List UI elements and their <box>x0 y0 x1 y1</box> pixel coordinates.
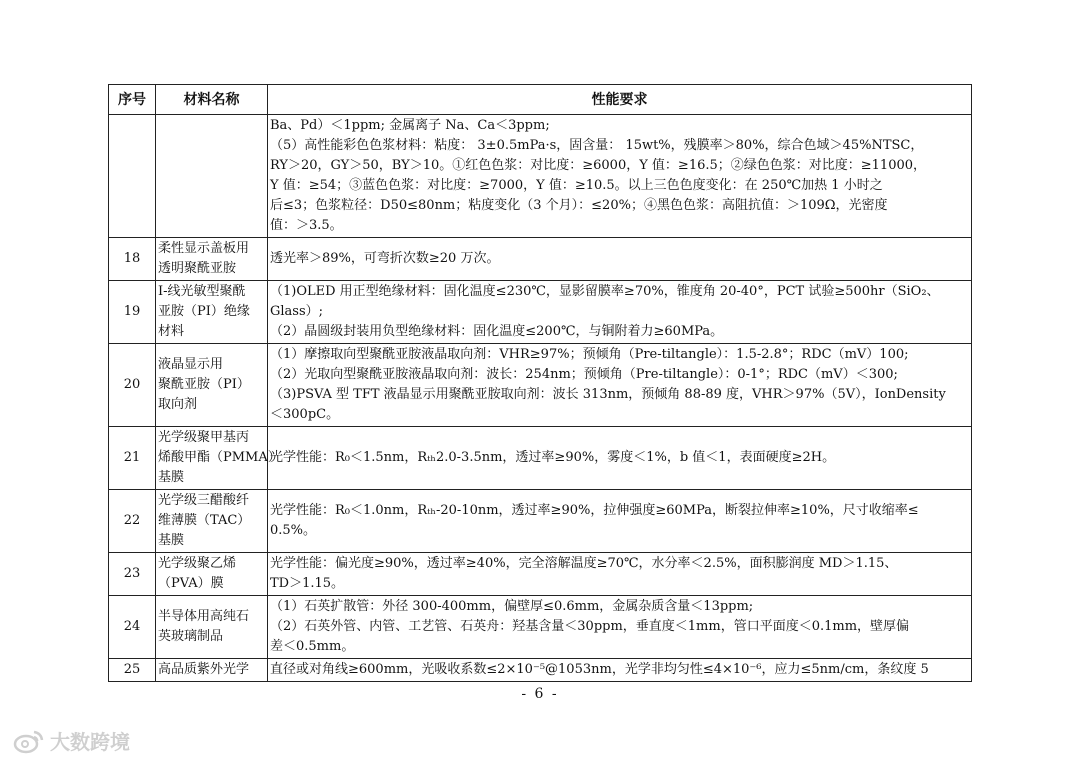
req-line: （1）石英扩散管：外径 300-400mm，偏壁厚≤0.6mm，金属杂质含量＜13ppm; <box>270 599 754 614</box>
req-line: （2）晶圆级封装用负型绝缘材料：固化温度≤200℃，与铜附着力≥60MPa。 <box>270 324 724 339</box>
name-line: I-线光敏型聚酰 <box>158 284 246 299</box>
req-line: 差＜0.5mm。 <box>270 639 355 654</box>
watermark-text: 大数跨境 <box>50 730 130 754</box>
req-line: Glass）; <box>270 304 324 319</box>
header-requirement: 性能要求 <box>268 85 972 115</box>
cell-name <box>156 115 268 238</box>
req-line: （3)PSVA 型 TFT 液晶显示用聚酰亚胺取向剂：波长 313nm，预倾角 88-89 度，VHR＞97%（5V），IonDensity <box>270 387 946 402</box>
watermark <box>12 726 130 755</box>
req-line: （1)OLED 用正型绝缘材料：固化温度≤230℃，显影留膜率≥70%，锥度角 20-40°，PCT 试验≥500hr（SiO₂、 <box>270 284 940 299</box>
name-line: 光学级三醋酸纤 <box>158 493 250 508</box>
cell-no: 21 <box>109 427 156 490</box>
req-line: （1）摩擦取向型聚酰亚胺液晶取向剂：VHR≥97%；预倾角（Pre-tiltangle）：1.5-2.8°；RDC（mV）100; <box>270 347 909 362</box>
cell-no: 23 <box>109 553 156 596</box>
table-header-row <box>109 85 972 115</box>
req-line: 透光率＞89%，可弯折次数≥20 万次。 <box>270 251 500 266</box>
req-line: 光学性能：R₀＜1.5nm，Rₜₕ2.0-3.5nm，透过率≥90%，雾度＜1%，b 值＜1，表面硬度≥2H。 <box>270 450 836 465</box>
req-line: RY＞20，GY＞50，BY＞10。①红色色浆：对比度：≥6000，Y 值：≥16.5；②绿色色浆：对比度：≥11000， <box>270 158 927 173</box>
name-line: 基膜 <box>158 533 185 548</box>
page-number: - 6 - <box>521 686 559 702</box>
cell-no: 22 <box>109 490 156 553</box>
name-line: 英玻璃制品 <box>158 629 224 644</box>
cell-name <box>156 238 268 281</box>
cell-name <box>156 659 268 682</box>
header-name: 材料名称 <box>156 85 268 115</box>
table-row-25 <box>109 659 972 682</box>
name-line: 液晶显示用 <box>158 357 224 372</box>
cell-requirement <box>268 281 972 344</box>
cell-no: 25 <box>109 659 156 682</box>
req-line: （2）光取向型聚酰亚胺液晶取向剂：波长：254nm；预倾角（Pre-tiltangle）：0-1°；RDC（mV）＜300; <box>270 367 898 382</box>
table-row-24 <box>109 596 972 659</box>
cell-name <box>156 344 268 427</box>
cell-name <box>156 427 281 490</box>
cell-name <box>156 490 268 553</box>
cell-requirement <box>268 596 972 659</box>
cell-no: 18 <box>109 238 156 281</box>
name-line: 聚酰亚胺（PI） <box>158 377 250 392</box>
name-line: 维薄膜（TAC） <box>158 513 251 528</box>
req-line: 后≤3；色浆粒径：D50≤80nm；粘度变化（3 个月）：≤20%；④黑色色浆：高阻抗值：＞109Ω，光密度 <box>270 198 888 213</box>
cell-requirement <box>268 115 972 238</box>
weibo-logo-icon <box>12 728 46 754</box>
table-row-22 <box>109 490 972 553</box>
cell-no: 24 <box>109 596 156 659</box>
name-line: 取向剂 <box>158 397 198 412</box>
table-row-20 <box>109 344 972 427</box>
req-line: （2）石英外管、内管、工艺管、石英舟：羟基含量＜30ppm，垂直度＜1mm，管口平面度＜0.1mm，壁厚偏 <box>270 619 910 634</box>
name-line: 光学级聚甲基丙 <box>158 430 250 445</box>
cell-name <box>156 281 268 344</box>
req-line: ＜300pC。 <box>270 407 340 422</box>
header-no: 序号 <box>109 85 156 115</box>
cell-requirement <box>268 238 972 281</box>
name-line: 透明聚酰亚胺 <box>158 261 237 276</box>
name-line: 柔性显示盖板用 <box>158 241 250 256</box>
name-line: 半导体用高纯石 <box>158 609 250 624</box>
name-line: 基膜 <box>158 470 185 485</box>
req-line: 光学性能：偏光度≥90%，透过率≥40%，完全溶解温度≥70℃，水分率＜2.5%，面积膨润度 MD＞1.15、 <box>270 556 898 571</box>
req-line: 0.5%。 <box>270 523 317 538</box>
req-line: 直径或对角线≥600mm，光吸收系数≤2×10⁻⁵@1053nm，光学非均匀性≤4×10⁻⁶，应力≤5nm/cm，条纹度 5 <box>270 662 929 677</box>
cell-requirement <box>268 490 972 553</box>
cell-name <box>156 596 268 659</box>
cell-no: 20 <box>109 344 156 427</box>
table-row-continuation <box>109 115 972 238</box>
cell-requirement <box>268 344 972 427</box>
cell-requirement <box>268 553 972 596</box>
name-line: 高品质紫外光学 <box>158 662 250 677</box>
requirements-table <box>108 84 972 682</box>
cell-no: 19 <box>109 281 156 344</box>
req-line: TD＞1.15。 <box>270 576 345 591</box>
name-line: （PVA）膜 <box>158 576 224 591</box>
req-line: Ba、Pd）＜1ppm; 金属离子 Na、Ca＜3ppm; <box>270 118 550 133</box>
req-line: 光学性能：R₀＜1.0nm，Rₜₕ-20-10nm，透过率≥90%，拉伸强度≥60MPa，断裂拉伸率≥10%，尺寸收缩率≤ <box>270 503 919 518</box>
table-row-21 <box>109 427 972 490</box>
cell-requirement <box>268 427 972 490</box>
req-line: Y 值：≥54；③蓝色色浆：对比度：≥7000，Y 值：≥10.5。以上三色色度变化：在 250℃加热 1 小时之 <box>270 178 883 193</box>
req-line: （5）高性能彩色色浆材料：粘度： 3±0.5mPa·s，固含量： 15wt%，残膜率＞80%，综合色域＞45%NTSC， <box>270 138 924 153</box>
table-row-19 <box>109 281 972 344</box>
name-line: 亚胺（PI）绝缘 <box>158 304 250 319</box>
table-row-23 <box>109 553 972 596</box>
cell-name <box>156 553 268 596</box>
cell-no <box>109 115 156 238</box>
name-line: 材料 <box>158 324 185 339</box>
req-line: 值：＞3.5。 <box>270 218 343 233</box>
name-line: 光学级聚乙烯 <box>158 556 237 571</box>
cell-requirement <box>268 659 972 682</box>
name-line: 烯酸甲酯（PMMA） <box>158 450 281 465</box>
table-row-18 <box>109 238 972 281</box>
